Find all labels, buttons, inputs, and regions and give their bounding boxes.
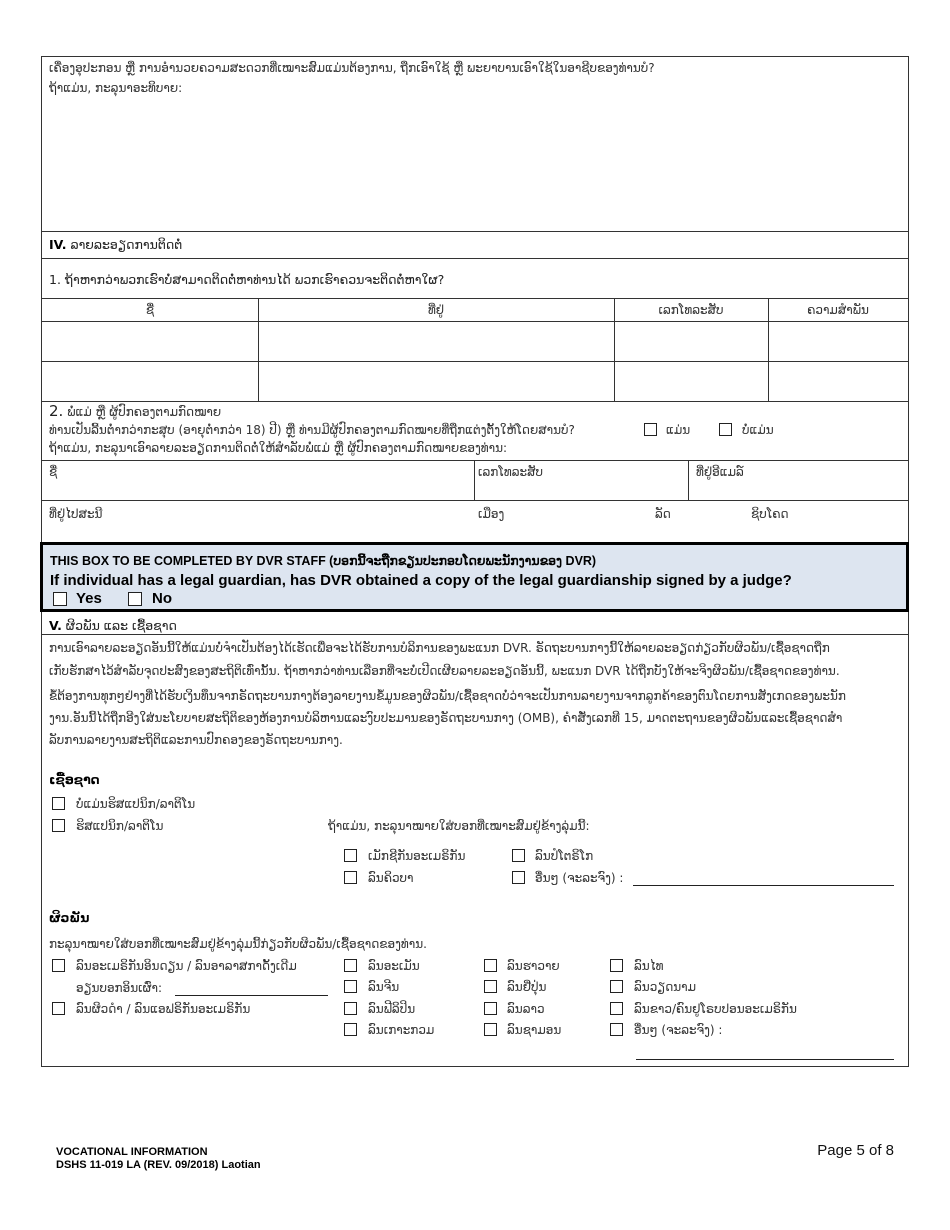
filipino-label: ລົນຟີລິປິນ [368, 1002, 416, 1016]
race-info-para2-line2: ງານ.ອັນນີ້ໄດ້ຖືກອີງໃສ່ນະໂຍບາຍສະຖິຕິຂອງຫ້ອງການບໍລິຫານແລະງົບປະມານຂອງຣັດຖະບານກາງ (OMB), ຄໍາສັ່ງເລກທີ 15, ມາດຕະຖານຂອງຜິວພັນແລະເຊື້ອຊາດສໍາ [49, 711, 843, 725]
guardian-name-label: ຊື່ [49, 465, 58, 479]
guamanian-checkbox[interactable] [344, 1023, 357, 1036]
hispanic-checkbox[interactable] [52, 819, 65, 832]
chinese-checkbox[interactable] [344, 980, 357, 993]
page-number: Page 5 of 8 [817, 1142, 894, 1159]
section-4-roman: IV. [49, 237, 67, 252]
asian-indian-label: ລົນອະເມັນ [368, 959, 420, 973]
lao-label: ລົນລາວ [507, 1002, 545, 1016]
filipino-checkbox[interactable] [344, 1002, 357, 1015]
samoan-checkbox[interactable] [484, 1023, 497, 1036]
guardian-phone-field[interactable] [475, 480, 688, 500]
vietnamese-checkbox[interactable] [610, 980, 623, 993]
guardian-no-label: ບໍ່ແມ່ນ [742, 423, 774, 437]
mexican-american-checkbox[interactable] [344, 849, 357, 862]
guardian-heading [49, 403, 221, 420]
guardian-yes-checkbox[interactable] [644, 423, 657, 436]
race-info-para1-line2: ເກັບຮັກສາໄວ້ສໍາລັບຈຸດປະສົງຂອງສະຖິຕິເທົ່ານັ້ນ. ຖ້າຫາກວ່າທ່ານເລືອກທີ່ຈະບໍ່ເປີດເຜີຍລາຍລະອຽດອັນນີ້, ພະແນກ DVR ໄດ້ຖືກບັງໃຫ້ຈະຈິງຜິວພັນ/ເຊື້ອຊາດຂອງທ່ານ. [49, 664, 840, 678]
thai-checkbox[interactable] [610, 959, 623, 972]
dvr-no-label: No [152, 590, 172, 607]
american-indian-label: ລົນອະເມຣິກັນອິນດຽນ / ລົນອາລາສກາດັ້ງເດີມ [76, 959, 297, 973]
lao-checkbox[interactable] [484, 1002, 497, 1015]
race-info-para1-line1: ການເອົາລາຍລະອຽດອັນນີ້ໃຫ້ແມ່ນບໍ່ຈໍາເປັນຕ້ອງໄດ້ເຮັດເພື່ອຈະໄດ້ຮັບການບໍລິການຂອງພະແນກ DVR. ຣັດຖະບານກາງນີ້ໃຫ້ລາຍລະອຽດກ່ຽວກັບຜິວພັນ/ເຊື້ອຊາດຖືກ [49, 641, 830, 655]
cuban-label: ລົນຄິວບາ [368, 871, 414, 885]
japanese-label: ລົນຢີ່ປຸ່ນ [507, 980, 547, 994]
contact-1-name-field[interactable] [42, 322, 258, 361]
samoan-label: ລົນຊາມອນ [507, 1023, 562, 1037]
accommodation-explain-field[interactable] [42, 100, 908, 230]
guardian-mailing-field[interactable] [42, 522, 908, 540]
not-hispanic-checkbox[interactable] [52, 797, 65, 810]
thai-label: ລົນໄທ [634, 959, 664, 973]
race-other-checkbox[interactable] [610, 1023, 623, 1036]
american-indian-checkbox[interactable] [52, 959, 65, 972]
mexican-american-label: ເມັກຊີກັນອະເມຣິກັນ [368, 849, 466, 863]
footer-form-title: VOCATIONAL INFORMATION [56, 1146, 208, 1158]
guardian-zip-label: ຊິບໂຄດ [751, 507, 789, 521]
hawaiian-label: ລົນຮາວາຍ [507, 959, 560, 973]
guardian-phone-label: ເລກໂທລະສັບ [478, 465, 544, 479]
section-5-heading [49, 618, 177, 634]
dvr-no-checkbox[interactable] [128, 592, 142, 606]
contact-1-address-field[interactable] [259, 322, 614, 361]
guardian-no-checkbox[interactable] [719, 423, 732, 436]
section-4-title: ລາຍລະອຽດການຕິດຕໍ່ [70, 237, 183, 252]
asian-indian-checkbox[interactable] [344, 959, 357, 972]
accommodation-explain-label: ຖ້າແມ່ນ, ກະລຸນາອະທິບາຍ: [49, 81, 183, 95]
section-5-roman: V. [49, 618, 62, 633]
guamanian-label: ລົນເກາະກວມ [368, 1023, 435, 1037]
guardian-mailing-label: ທີ່ຢູ່ໄປສະນີ [49, 507, 103, 521]
cuban-checkbox[interactable] [344, 871, 357, 884]
race-instruction: ກະລຸນາໝາຍໃສ່ບອກທີ່ເໝາະສົມຢູ່ຂ້າງລຸ່ມນີ້ກ່ຽວກັບຜິວພັນ/ເຊື້ອຊາດຂອງທ່ານ. [49, 937, 427, 951]
table-header-address: ທີ່ຢູ່ [427, 303, 445, 317]
dvr-yes-checkbox[interactable] [53, 592, 67, 606]
tribe-label: ອຽນບອກອິນເຜົ່າ: [76, 981, 163, 995]
race-title: ຜິວພັນ [49, 910, 90, 925]
race-other-specify-field[interactable] [636, 1059, 894, 1060]
puerto-rican-label: ລົນປໍໂຕຣິໂກ [535, 849, 594, 863]
contact-2-address-field[interactable] [259, 362, 614, 401]
section-5-title: ຜິວພັນ ແລະ ເຊື້ອຊາດ [65, 618, 177, 633]
chinese-label: ລົນຈີນ [368, 980, 400, 994]
table-header-phone: ເລກໂທລະສັບ [658, 303, 724, 317]
puerto-rican-checkbox[interactable] [512, 849, 525, 862]
white-label: ລົນຂາວ/ຄົນຢູໂຣບປອນອະເມຣິກັນ [634, 1002, 797, 1016]
dvr-box-header: THIS BOX TO BE COMPLETED BY DVR STAFF (ບອກນີ້ຈະຖືກຂຽນປະກອບໂດຍພະນັກງານຂອງ DVR) [50, 554, 597, 568]
contact-question-1: 1. ຖ້າຫາກວ່າພວກເຮົາບໍ່ສາມາດຕິດຕໍ່ຫາທ່ານໄດ້ ພວກເຮົາຄວນຈະຕິດຕໍ່ຫາໃຜ? [49, 272, 445, 287]
guardian-email-label: ທີ່ຢູ່ອີແມລ໌ [696, 465, 744, 479]
not-hispanic-label: ບໍ່ແມ່ນຮິສແປນິກ/ລາຕິໂນ [76, 797, 196, 811]
table-header-relationship: ຄວາມສໍາພັນ [807, 303, 869, 317]
hispanic-other-label: ອື່ນໆ (ຈະລະຈົງ) : [535, 871, 624, 885]
contact-1-relationship-field[interactable] [769, 322, 908, 361]
race-other-label: ອື່ນໆ (ຈະລະຈົງ) : [634, 1023, 723, 1037]
japanese-checkbox[interactable] [484, 980, 497, 993]
black-label: ລົນຜິວດໍາ / ລົນແອຟຣິກັນອະເມຣິກັນ [76, 1002, 251, 1016]
ethnicity-title: ເຊື້ອຊາດ [49, 772, 100, 787]
white-checkbox[interactable] [610, 1002, 623, 1015]
guardian-state-label: ລັດ [655, 507, 671, 521]
guardian-question: ທ່ານເປັນລີ້ນຕໍ່າກວ່າກະສຸບ (ອາຍຸຕໍ່າກວ່າ 18) ປີ) ຫຼື ທ່ານມີຜູ້ປົກຄອງຕາມກົດໝາຍທີ່ຖືກແຕ່ງຕັ້ງໃຫ້ໂດຍສານບໍ? [49, 423, 575, 437]
race-info-para2-line1: ຂໍ້ຕ້ອງການທຸກໆຢ່າງທີ່ໄດ້ຮັບເງິນທຶນຈາກຣັດຖະບານກາງຕ້ອງລາຍງານຂໍ້ມູນຂອງຜິວພັນ/ເຊື້ອຊາດບໍ່ວ່າຈະເປັນການລາຍງານຈາກລູກຄ້າຂອງຕົນໂດຍການສັງເກດຂອງພະນັກ [49, 689, 846, 703]
guardian-name-field[interactable] [42, 480, 474, 500]
tribe-field[interactable] [175, 995, 328, 996]
dvr-box-question: If individual has a legal guardian, has DVR obtained a copy of the legal guardianship signed by a judge? [50, 572, 792, 589]
accommodation-question: ເຄື່ອງອຸປະກອນ ຫຼື ການອໍານວຍຄວາມສະດວກທີ່ເໝາະສົມແມ່ນຕ້ອງການ, ຖືກເອົາໃຊ້ ຫຼື ພະຍາບານເອົາໃຊ້ໃນອາຊີບຂອງທ່ານບໍ? [49, 61, 655, 75]
hispanic-other-specify-field[interactable] [633, 885, 894, 886]
table-header-name: ຊື່ [145, 303, 155, 317]
hispanic-instruction: ຖ້າແມ່ນ, ກະລຸນາໝາຍໃສ່ບອກທີ່ເໝາະສົມຢູ່ຂ້າງລຸ່ມນີ້: [328, 819, 590, 833]
hawaiian-checkbox[interactable] [484, 959, 497, 972]
contact-2-phone-field[interactable] [615, 362, 768, 401]
guardian-instruction: ຖ້າແມ່ນ, ກະລຸນາເອົາລາຍລະອຽດການຕິດຕໍ່ໃຫ້ສໍາລັບພໍ່ແມ່ ຫຼື ຜູ້ປົກຄອງຕາມກົດໝາຍຂອງທ່ານ: [49, 441, 508, 455]
guardian-title: ພໍ່ແມ່ ຫຼື ຜູ້ປົກຄອງຕາມກົດໝາຍ [67, 405, 222, 419]
dvr-yes-label: Yes [76, 590, 102, 607]
guardian-city-label: ເມືອງ [478, 507, 505, 521]
footer-form-number: DSHS 11-019 LA (REV. 09/2018) Laotian [56, 1159, 261, 1171]
hispanic-label: ຮິສແປນິກ/ລາຕິໂນ [76, 819, 164, 833]
guardian-email-field[interactable] [689, 480, 908, 500]
black-checkbox[interactable] [52, 1002, 65, 1015]
guardian-number: 2. [49, 402, 64, 420]
contact-2-name-field[interactable] [42, 362, 258, 401]
guardian-yes-label: ແມ່ນ [666, 423, 691, 437]
hispanic-other-checkbox[interactable] [512, 871, 525, 884]
contact-1-phone-field[interactable] [615, 322, 768, 361]
race-info-para2-line3: ລັບການລາຍງານສະຖິຕິແລະການປົກຄອງຂອງຣັດຖະບານກາງ. [49, 733, 343, 747]
contact-2-relationship-field[interactable] [769, 362, 908, 401]
section-4-heading [49, 237, 182, 253]
vietnamese-label: ລົນວຽດນາມ [634, 980, 697, 994]
